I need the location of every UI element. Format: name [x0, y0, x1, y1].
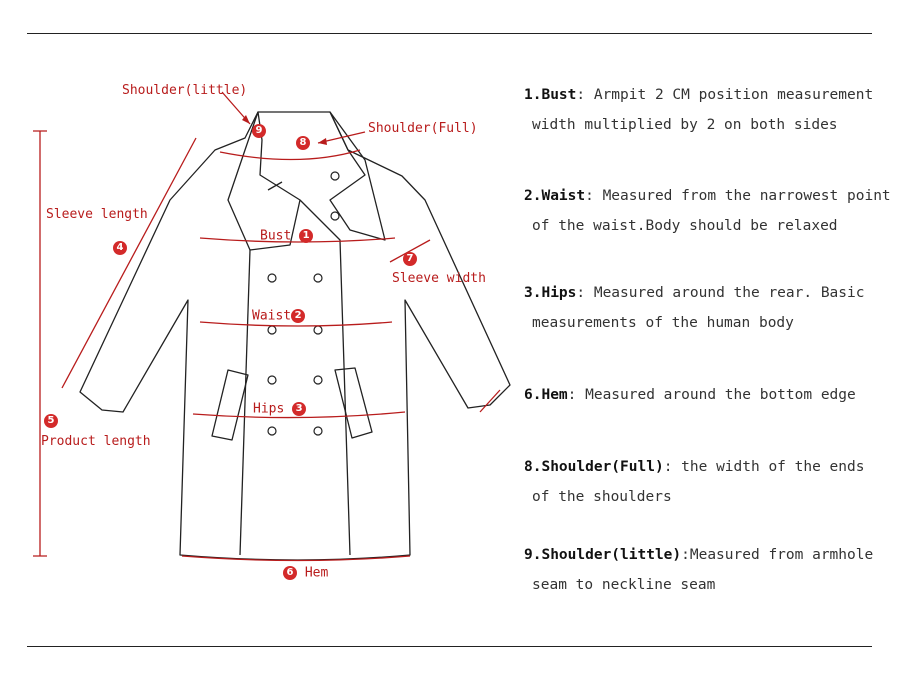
- desc-text-2: width multiplied by 2 on both sides: [532, 117, 838, 133]
- desc-text: : Measured around the bottom edge: [567, 387, 856, 403]
- marker-9-badge: 9: [252, 124, 266, 138]
- bust-text: Bust: [260, 228, 292, 244]
- button: [268, 274, 276, 282]
- desc-text: : Measured around the rear. Basic: [576, 285, 865, 301]
- desc-text: : Measured from the narrowest point: [585, 188, 891, 204]
- desc-text-2: of the shoulders: [532, 489, 672, 505]
- desc-head: 9.Shoulder(little): [524, 547, 682, 563]
- label-waist: [252, 309, 305, 323]
- label-product-length: Product length: [41, 434, 151, 449]
- label-bust: [260, 229, 313, 243]
- marker-2-badge: 2: [291, 309, 305, 323]
- marker-4: [113, 241, 127, 255]
- marker-9: [252, 124, 266, 138]
- hem-text: Hem: [304, 565, 329, 581]
- marker-4-badge: 4: [113, 241, 127, 255]
- waist-text: Waist: [252, 308, 292, 324]
- label-sleeve-width: Sleeve width: [392, 271, 486, 286]
- pocket-left: [212, 370, 248, 440]
- button: [314, 274, 322, 282]
- desc-shoulder-full: [524, 452, 894, 512]
- label-shoulder-little: Shoulder(little): [122, 83, 248, 98]
- marker-7-badge: 7: [403, 252, 417, 266]
- marker-8: [296, 136, 310, 150]
- label-sleeve-length: Sleeve length: [46, 207, 148, 222]
- hips-text: Hips: [253, 401, 285, 417]
- desc-text-2: of the waist.Body should be relaxed: [532, 218, 838, 234]
- label-shoulder-full: Shoulder(Full): [368, 121, 478, 136]
- label-hem: [283, 566, 328, 580]
- desc-text-2: seam to neckline seam: [532, 577, 716, 593]
- desc-hem: [524, 380, 894, 410]
- marker-6-badge: 6: [283, 566, 297, 580]
- desc-shoulder-little: [524, 540, 894, 600]
- desc-head: 3.Hips: [524, 285, 577, 301]
- coat-outline: [80, 112, 510, 560]
- desc-text: :Measured from armhole: [681, 547, 874, 563]
- button: [331, 212, 339, 220]
- button: [314, 376, 322, 384]
- marker-5-badge: 5: [44, 414, 58, 428]
- desc-text: : the width of the ends: [663, 459, 865, 475]
- shoulder-full-line: [220, 150, 360, 160]
- button: [268, 326, 276, 334]
- desc-head: 8.Shoulder(Full): [524, 459, 664, 475]
- desc-head: 1.Bust: [524, 87, 577, 103]
- marker-7: [403, 252, 417, 266]
- button: [331, 172, 339, 180]
- button: [314, 326, 322, 334]
- desc-head: 2.Waist: [524, 188, 586, 204]
- pocket-right: [335, 368, 372, 438]
- button: [314, 427, 322, 435]
- desc-text: : Armpit 2 CM position measurement: [576, 87, 874, 103]
- desc-head: 6.Hem: [524, 387, 568, 403]
- desc-hips: [524, 278, 894, 338]
- button: [268, 427, 276, 435]
- marker-5: [44, 414, 58, 428]
- sleeve-length-line: [62, 138, 196, 388]
- label-hips: [253, 402, 306, 416]
- marker-3-badge: 3: [292, 402, 306, 416]
- marker-1-badge: 1: [299, 229, 313, 243]
- desc-bust: [524, 80, 894, 140]
- button: [268, 376, 276, 384]
- desc-text-2: measurements of the human body: [532, 315, 794, 331]
- desc-waist: [524, 181, 894, 241]
- marker-8-badge: 8: [296, 136, 310, 150]
